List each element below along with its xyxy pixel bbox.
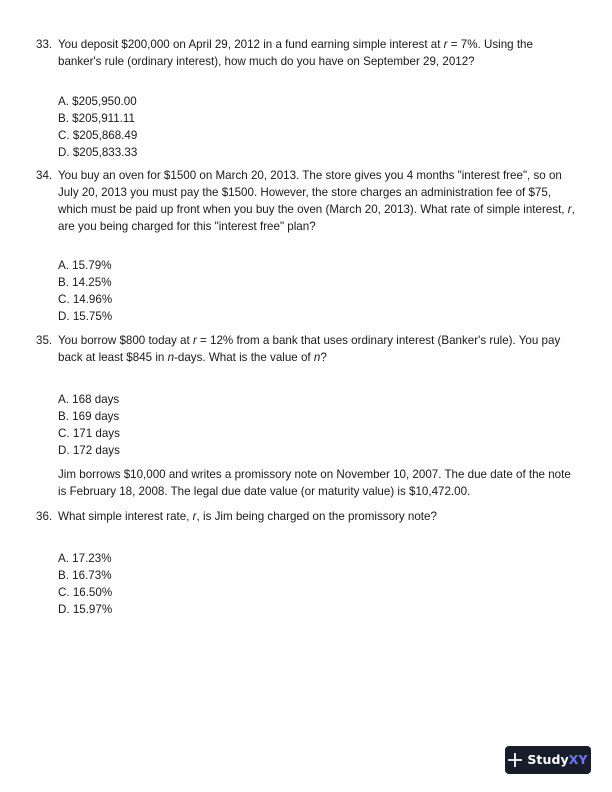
answer-option: D. 15.97% (58, 603, 113, 616)
answer-options-36 (58, 550, 458, 618)
question-number: 36. (36, 510, 53, 523)
answer-option: A. 17.23% (58, 552, 112, 565)
question-text: You buy an oven for $1500 on March 20, 2013. The store gives you 4 months "interest free", so on July 20, 2013 you must pay the $1500. However, the store charges an administration fee of $75, which must be paid up front when you buy the oven (March 20, 2013). What rate of simple interest, r, are you being charged for this "interest free" plan? (58, 169, 575, 233)
answer-options-33 (58, 93, 458, 161)
plus-sparkle-icon (508, 753, 522, 767)
question-text: What simple interest rate, r, is Jim being charged on the promissory note? (58, 510, 437, 523)
question-number: 33. (36, 38, 53, 51)
question-context: Jim borrows $10,000 and writes a promissory note on November 10, 2007. The due date of the note is February 18, 2008. The legal due date value (or maturity value) is $10,472.00. (58, 468, 571, 498)
answer-option: D. 15.75% (58, 310, 113, 323)
answer-option: B. $205,911.11 (58, 112, 135, 125)
answer-option: A. 168 days (58, 393, 120, 406)
answer-option: B. 169 days (58, 410, 120, 423)
answer-options-35 (58, 391, 458, 459)
answer-option: C. 14.96% (58, 293, 113, 306)
answer-option: A. $205,950.00 (58, 95, 137, 108)
answer-option: D. $205,833.33 (58, 146, 138, 159)
answer-option: B. 16.73% (58, 569, 112, 582)
question-33 (36, 36, 576, 70)
answer-option: B. 14.25% (58, 276, 112, 289)
question-36 (36, 508, 576, 525)
question-number: 34. (36, 169, 53, 182)
question-35 (36, 332, 576, 366)
question-34 (36, 167, 576, 235)
question-number: 35. (36, 334, 53, 347)
answer-option: C. 171 days (58, 427, 120, 440)
answer-option: C. $205,868.49 (58, 129, 138, 142)
question-text: You borrow $800 today at r = 12% from a bank that uses ordinary interest (Banker's rule). You pay back at least $845 in n-days. What is the value of n? (58, 334, 561, 364)
answer-option: A. 15.79% (58, 259, 112, 272)
question-text: You deposit $200,000 on April 29, 2012 in a fund earning simple interest at r = 7%. Using the banker's rule (ordinary interest), how much do you have on September 29, 2012? (58, 38, 533, 68)
studyxy-badge[interactable] (505, 746, 591, 774)
answer-option: D. 172 days (58, 444, 120, 457)
answer-options-34 (58, 257, 458, 325)
answer-option: C. 16.50% (58, 586, 113, 599)
studyxy-logo-text: StudyXY (527, 752, 588, 767)
